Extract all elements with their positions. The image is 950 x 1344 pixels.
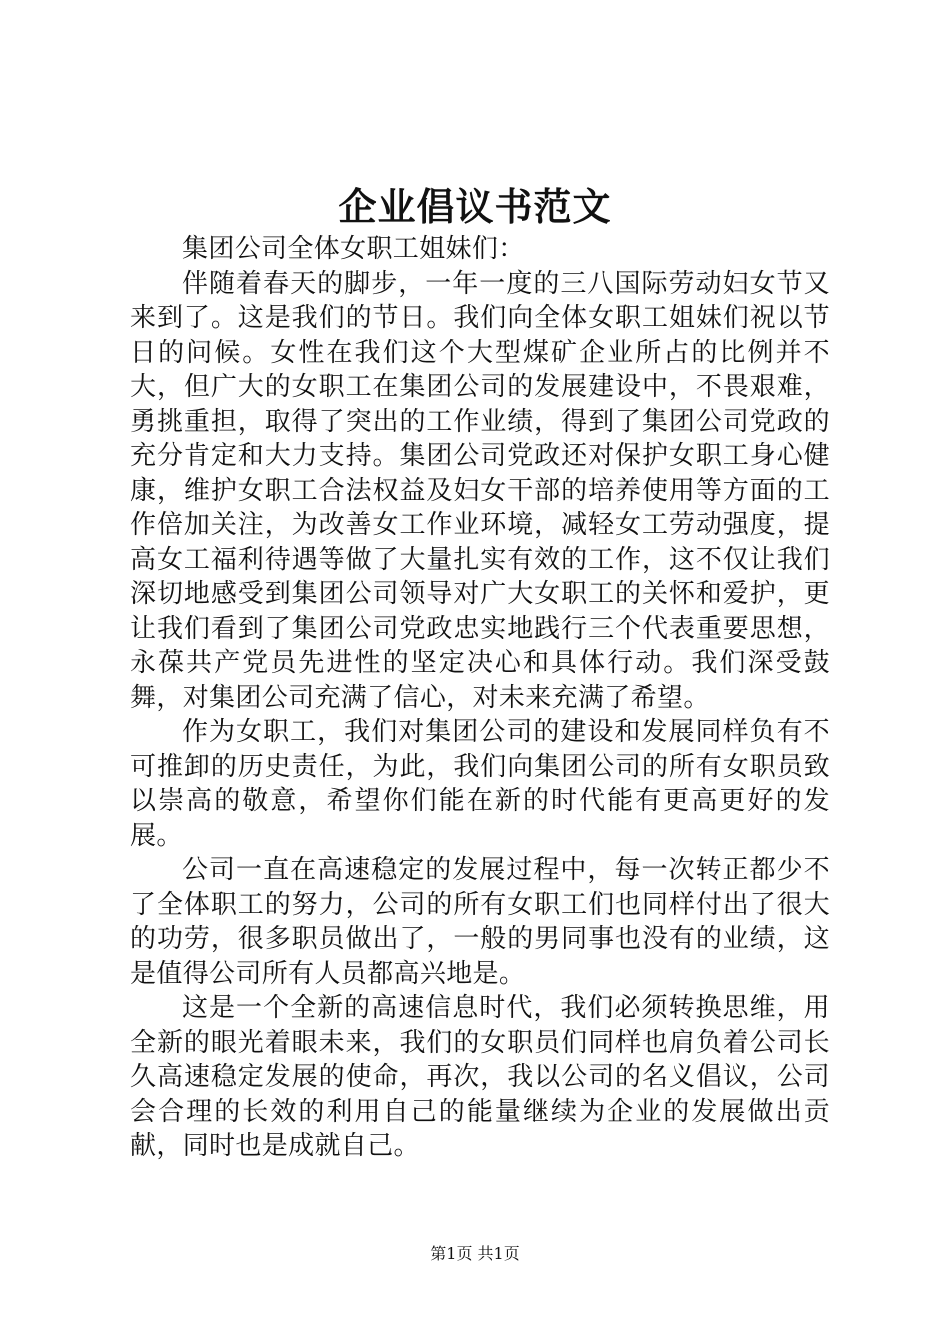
document-body (130, 232, 830, 1164)
salutation: 集团公司全体女职工姐妹们： (182, 234, 525, 264)
paragraph-4: 这是一个全新的高速信息时代，我们必须转换思维，用全新的眼光着眼未来，我们的女职员们同样也肩负着公司长久高速稳定发展的使命，再次，我以公司的名义倡议，公司会合理的长效的利用自己的能量继续为企业的发展做出贡献，同时也是成就自己。 (130, 993, 830, 1161)
page-footer: 第1页 共1页 (430, 1244, 520, 1263)
paragraph-3: 公司一直在高速稳定的发展过程中，每一次转正都少不了全体职工的努力，公司的所有女职工们也同样付出了很大的功劳，很多职员做出了，一般的男同事也没有的业绩，这是值得公司所有人员都高兴地是。 (130, 855, 830, 989)
paragraph-1: 伴随着春天的脚步，一年一度的三八国际劳动妇女节又来到了。这是我们的节日。我们向全体女职工姐妹们祝以节日的问候。女性在我们这个大型煤矿企业所占的比例并不大，但广大的女职工在集团公司的发展建设中，不畏艰难，勇挑重担，取得了突出的工作业绩，得到了集团公司党政的充分肯定和大力支持。集团公司党政还对保护女职工身心健康，维护女职工合法权益及妇女干部的培养使用等方面的工作倍加关注，为改善女工作业环境，减轻女工劳动强度，提高女工福利待遇等做了大量扎实有效的工作，这不仅让我们深切地感受到集团公司领导对广大女职工的关怀和爱护，更让我们看到了集团公司党政忠实地践行三个代表重要思想，永葆共产党员先进性的坚定决心和具体行动。我们深受鼓舞，对集团公司充满了信心，对未来充满了希望。 (130, 268, 830, 713)
document-title: 企业倡议书范文 (338, 184, 612, 229)
paragraph-2: 作为女职工，我们对集团公司的建设和发展同样负有不可推卸的历史责任，为此，我们向集团公司的所有女职员致以崇高的敬意，希望你们能在新的时代能有更高更好的发展。 (130, 717, 830, 851)
